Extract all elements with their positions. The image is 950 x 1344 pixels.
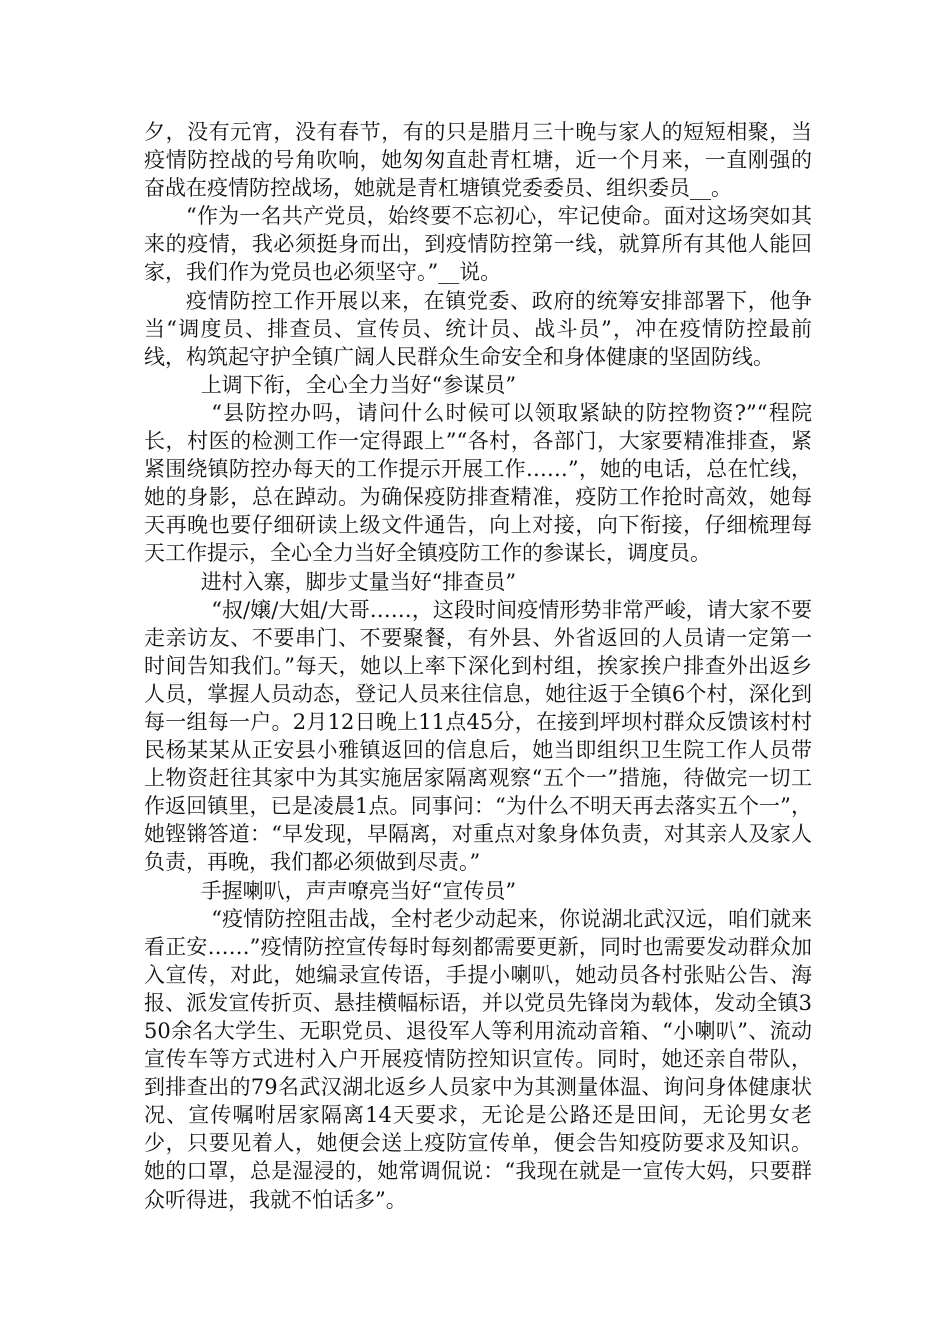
- paragraph-publicity: “疫情防控阻击战，全村老少动起来，你说湖北武汉远，咱们就来看正安……”疫情防控宣传每时每刻都需要更新，同时也需要发动群众加入宣传，对此，她编录宣传语，手提小喇叭，她动员各村张贴公告、海报、派发宣传折页、悬挂横幅标语，并以党员先锋岗为载体，发动全镇350余名大学生、无职党员、退役军人等利用流动音箱、“小喇叭”、流动宣传车等方式进村入户开展疫情防控知识宣传。同时，她还亲自带队，到排查出的79名武汉湖北返乡人员家中为其测量体温、询问身体健康状况、宣传嘱咐居家隔离14天要求，无论是公路还是田间，无论男女老少，只要见着人，她便会送上疫防宣传单，便会告知疫防要求及知识。她的口罩，总是湿浸的，她常调侃说：“我现在就是一宣传大妈，只要群众听得进，我就不怕话多”。: [144, 906, 812, 1212]
- section-heading-publicity: 手握喇叭，声声嘹亮当好“宣传员”: [200, 878, 517, 903]
- section-heading-advisor: 上调下衔，全心全力当好“参谋员”: [200, 372, 517, 397]
- article-body: [144, 118, 812, 1214]
- section-heading-inspector: 进村入寨，脚步丈量当好“排查员”: [200, 569, 517, 594]
- paragraph-advisor: “县防控办吗，请问什么时候可以领取紧缺的防控物资?”“程院长，村医的检测工作一定得跟上”“各村，各部门，大家要精准排查，紧紧围绕镇防控办每天的工作提示开展工作……”，她的电话，总在忙线，她的身影，总在踔动。为确保疫防排查精准，疫防工作抢时高效，她每天再晚也要仔细研读上级文件通告，向上对接，向下衔接，仔细梳理每天工作提示，全心全力当好全镇疫防工作的参谋长，调度员。: [144, 400, 812, 566]
- paragraph-quote-party-member: “作为一名共产党员，始终要不忘初心，牢记使命。面对这场突如其来的疫情，我必须挺身而出，到疫情防控第一线，就算所有其他人能回家，我们作为党员也必须坚守。”__说。: [144, 204, 812, 285]
- paragraph-overview: 疫情防控工作开展以来，在镇党委、政府的统筹安排部署下，他争当“调度员、排查员、宣传员、统计员、战斗员”，冲在疫情防控最前线，构筑起守护全镇广阔人民群众生命安全和身体健康的坚固防线。: [144, 288, 812, 369]
- paragraph-intro: 夕，没有元宵，没有春节，有的只是腊月三十晚与家人的短短相聚，当疫情防控战的号角吹响，她匆匆直赴青杠塘，近一个月来，一直刚强的奋战在疫情防控战场，她就是青杠塘镇党委委员、组织委员__。: [144, 120, 812, 201]
- paragraph-inspector: “叔/嬢/大姐/大哥……，这段时间疫情形势非常严峻，请大家不要走亲访友、不要串门、不要聚餐，有外县、外省返回的人员请一定第一时间告知我们。”每天，她以上率下深化到村组，挨家挨户排查外出返乡人员，掌握人员动态，登记人员来往信息，她往返于全镇6个村，深化到每一组每一户。2月12日晚上11点45分，在接到坪坝村群众反馈该村村民杨某某从正安县小雅镇返回的信息后，她当即组织卫生院工作人员带上物资赶往其家中为其实施居家隔离观察“五个一”措施，待做完一切工作返回镇里，已是凌晨1点。同事问：“为什么不明天再去落实五个一”，她铿锵答道：“早发现，早隔离，对重点对象身体负责，对其亲人及家人负责，再晚，我们都必须做到尽责。”: [144, 597, 812, 875]
